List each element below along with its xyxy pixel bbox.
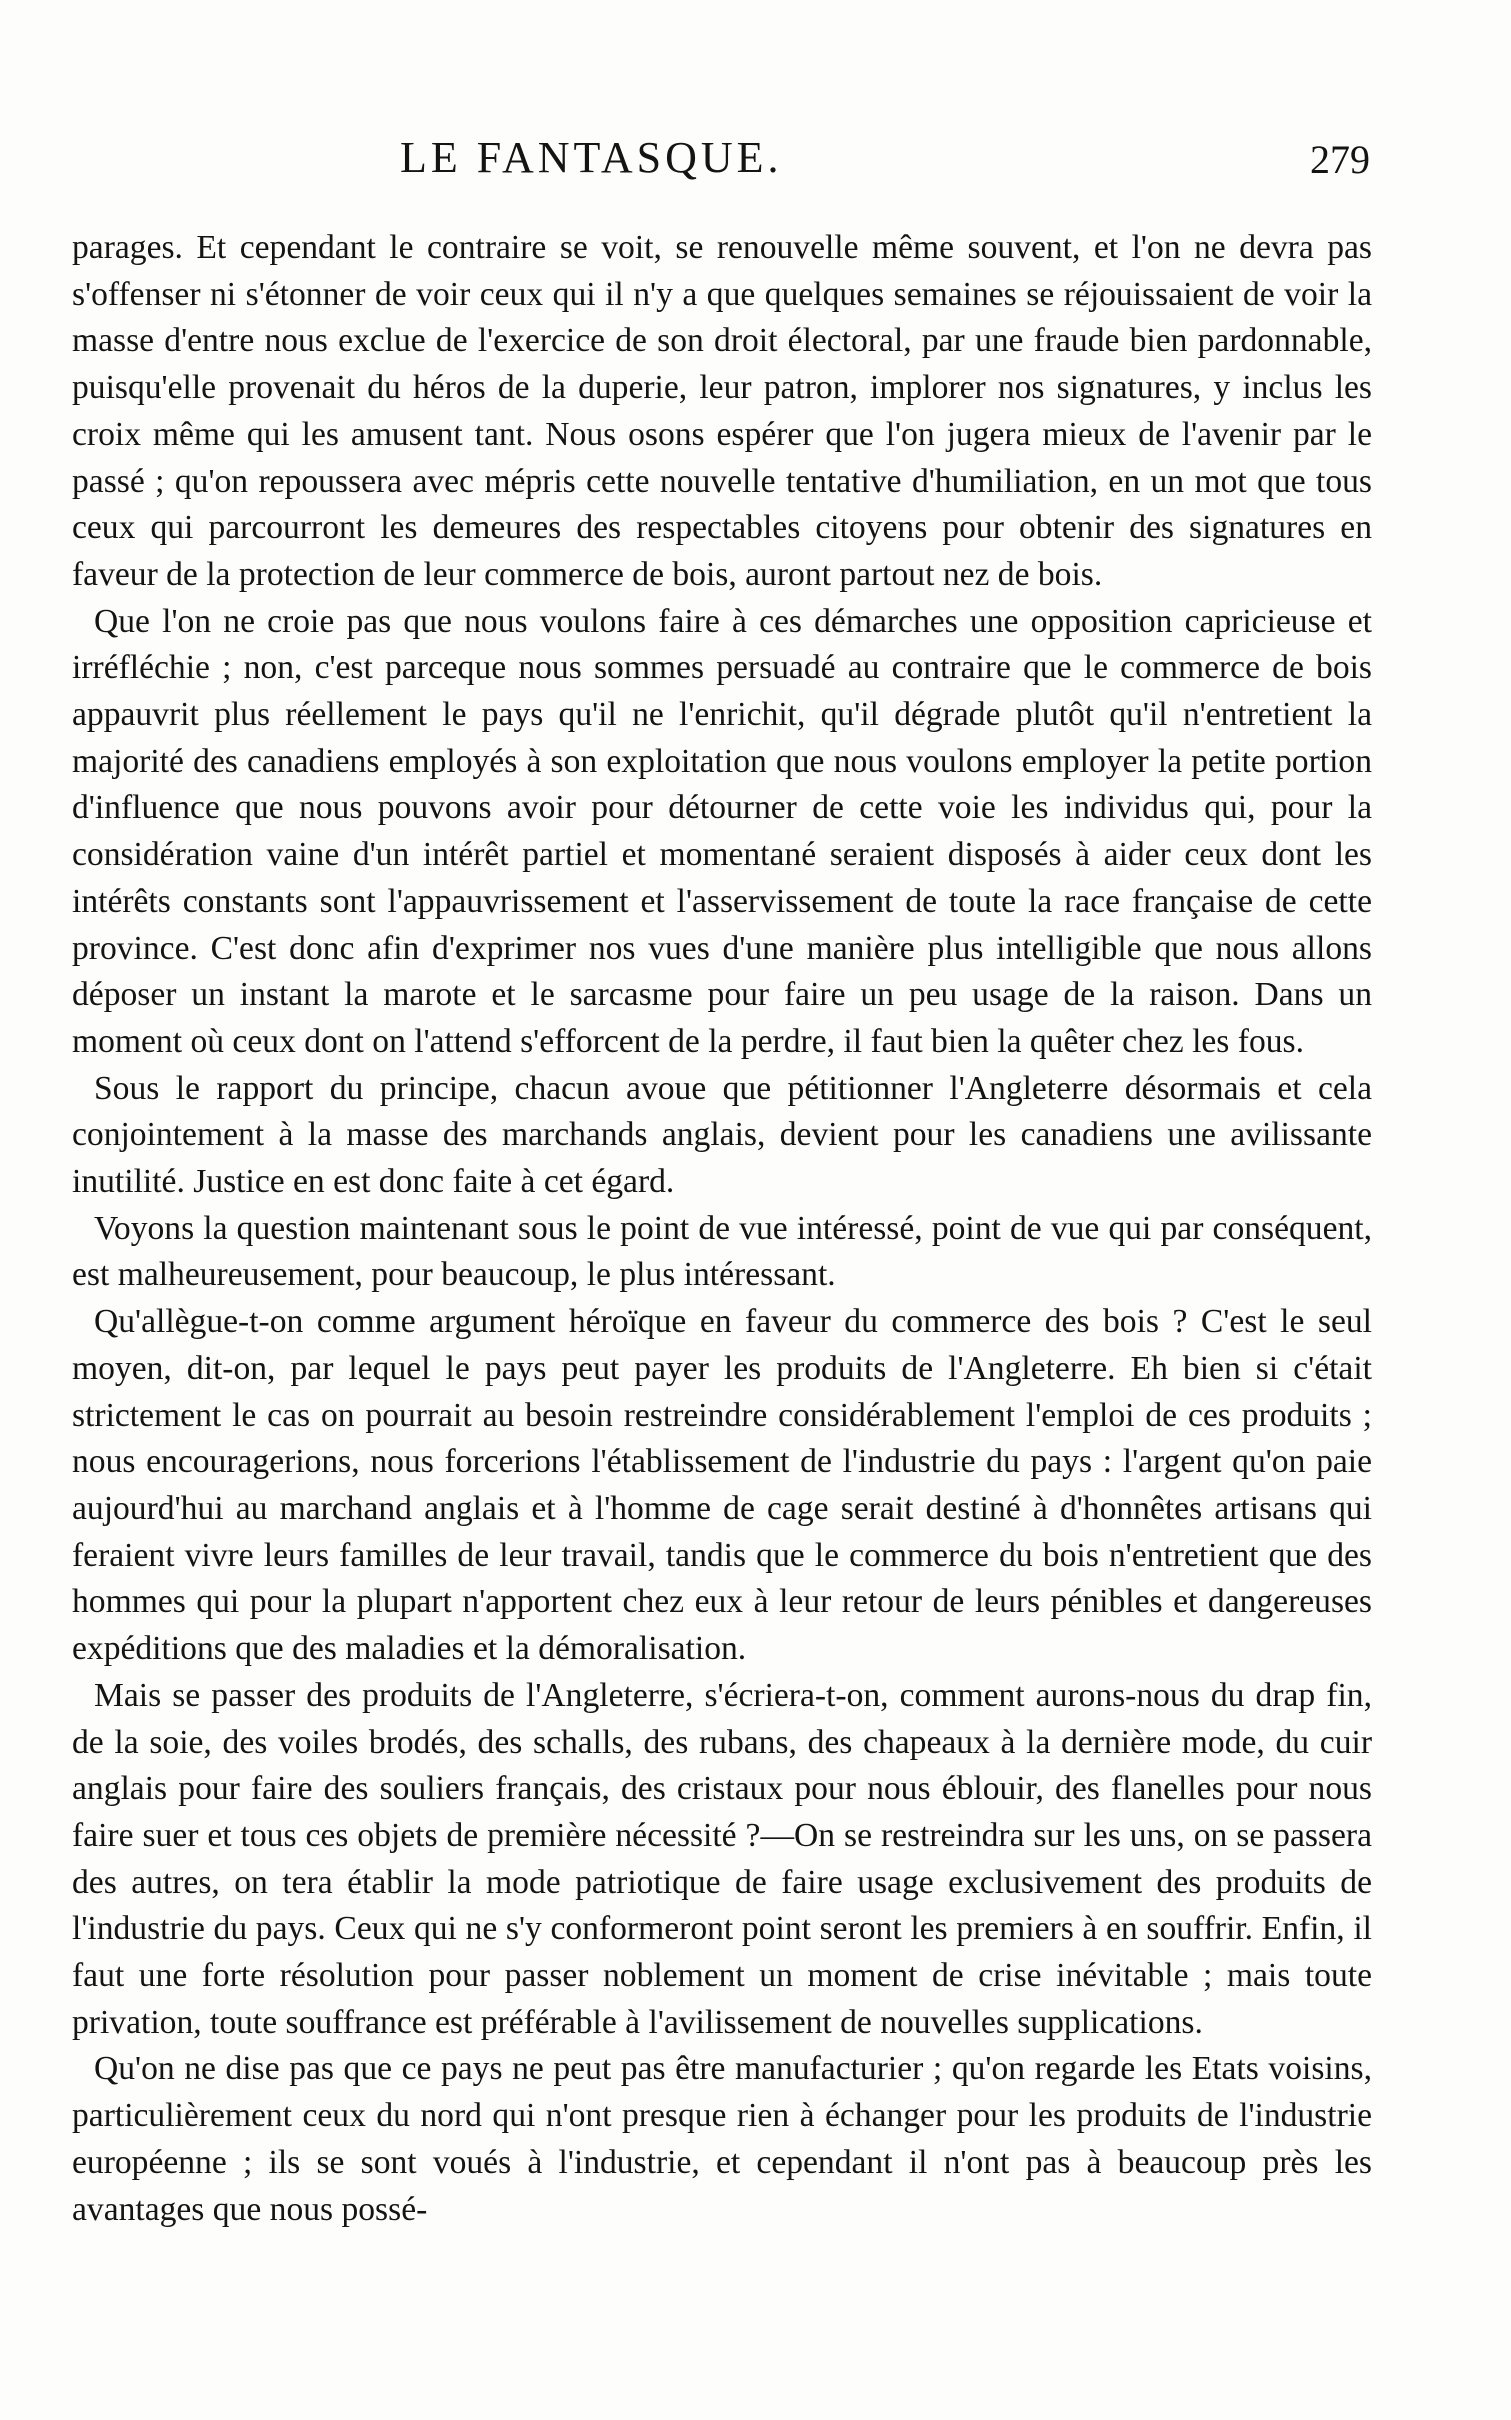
paragraph-7: Qu'on ne dise pas que ce pays ne peut pas être manufacturier ; qu'on regarde les Etats voisins, particulièrement ceux du nord qui n'ont presque rien à échanger pour les produits de l'industrie européenne ; ils se sont voués à l'industrie, et cependant il n'ont pas à beaucoup près les avantages que nous possé-	[72, 2050, 1372, 2228]
running-head	[100, 132, 1370, 192]
page-number: 279	[1310, 137, 1370, 182]
paragraph-2: Que l'on ne croie pas que nous voulons faire à ces démarches une opposition capricieuse et irréfléchie ; non, c'est parceque nous sommes persuadé au contraire que le commerce de bois appauvrit plus réellement le pays qu'il ne l'enrichit, qu'il dégrade plutôt qu'il n'entretient la majorité des canadiens employés à son exploitation que nous voulons employer la petite portion d'influence que nous pouvons avoir pour détourner de cette voie les individus qui, pour la considération vaine d'un intérêt partiel et momentané seraient disposés à aider ceux dont les intérêts constants sont l'appauvrissement et l'asservissement de toute la race française de cette province. C'est donc afin d'exprimer nos vues d'une manière plus intelligible que nous allons déposer un instant la marote et le sarcasme pour faire un peu usage de la raison. Dans un moment où ceux dont on l'attend s'efforcent de la perdre, il faut bien la quêter chez les fous.	[72, 602, 1372, 1060]
paragraph-3: Sous le rapport du principe, chacun avoue que pétitionner l'Angleterre désormais et cela conjointement à la masse des marchands anglais, devient pour les canadiens une avilissante inutilité. Justice en est donc faite à cet égard.	[72, 1069, 1372, 1201]
paragraph-5: Qu'allègue-t-on comme argument héroïque en faveur du commerce des bois ? C'est le seul moyen, dit-on, par lequel le pays peut payer les produits de l'Angleterre. Eh bien si c'était strictement le cas on pourrait au besoin restreindre considérablement l'emploi de ces produits ; nous encouragerions, nous forcerions l'établissement de l'industrie du pays : l'argent qu'on paie aujourd'hui au marchand anglais et à l'homme de cage serait destiné à d'honnêtes artisans qui feraient vivre leurs familles de leur travail, tandis que le commerce du bois n'entretient que des hommes qui pour la plupart n'apportent chez eux à leur retour de leurs pénibles et dangereuses expéditions que des maladies et la démoralisation.	[72, 1303, 1372, 1668]
article-body	[72, 225, 1372, 2233]
paragraph-6: Mais se passer des produits de l'Angleterre, s'écriera-t-on, comment aurons-nous du drap fin, de la soie, des voiles brodés, des schalls, des rubans, des chapeaux à la dernière mode, du cuir anglais pour faire des souliers français, des cristaux pour nous éblouir, des flanelles pour nous faire suer et tous ces objets de première nécessité ?—On se restreindra sur les uns, on se passera des autres, on tera établir la mode patriotique de faire usage exclusivement des produits de l'industrie du pays. Ceux qui ne s'y conformeront point seront les premiers à en souffrir. Enfin, il faut une forte résolution pour passer noblement un moment de crise inévitable ; mais toute privation, toute souffrance est préférable à l'avilissement de nouvelles supplications.	[72, 1676, 1372, 2041]
paragraph-1: parages. Et cependant le contraire se voit, se renouvelle même souvent, et l'on ne devra pas s'offenser ni s'étonner de voir ceux qui il n'y a que quelques semaines se réjouissaient de voir la masse d'entre nous exclue de l'exercice de son droit électoral, par une fraude bien pardonnable, puisqu'elle provenait du héros de la duperie, leur patron, implorer nos signatures, y inclus les croix même qui les amusent tant. Nous osons espérer que l'on jugera mieux de l'avenir par le passé ; qu'on repoussera avec mépris cette nouvelle tentative d'humiliation, en un mot que tous ceux qui parcourront les demeures des respectables citoyens pour obtenir des signatures en faveur de la protection de leur commerce de bois, auront partout nez de bois.	[72, 229, 1372, 593]
running-title: LE FANTASQUE.	[400, 133, 783, 182]
paragraph-4: Voyons la question maintenant sous le point de vue intéressé, point de vue qui par conséquent, est malheureusement, pour beaucoup, le plus intéressant.	[72, 1209, 1372, 1294]
